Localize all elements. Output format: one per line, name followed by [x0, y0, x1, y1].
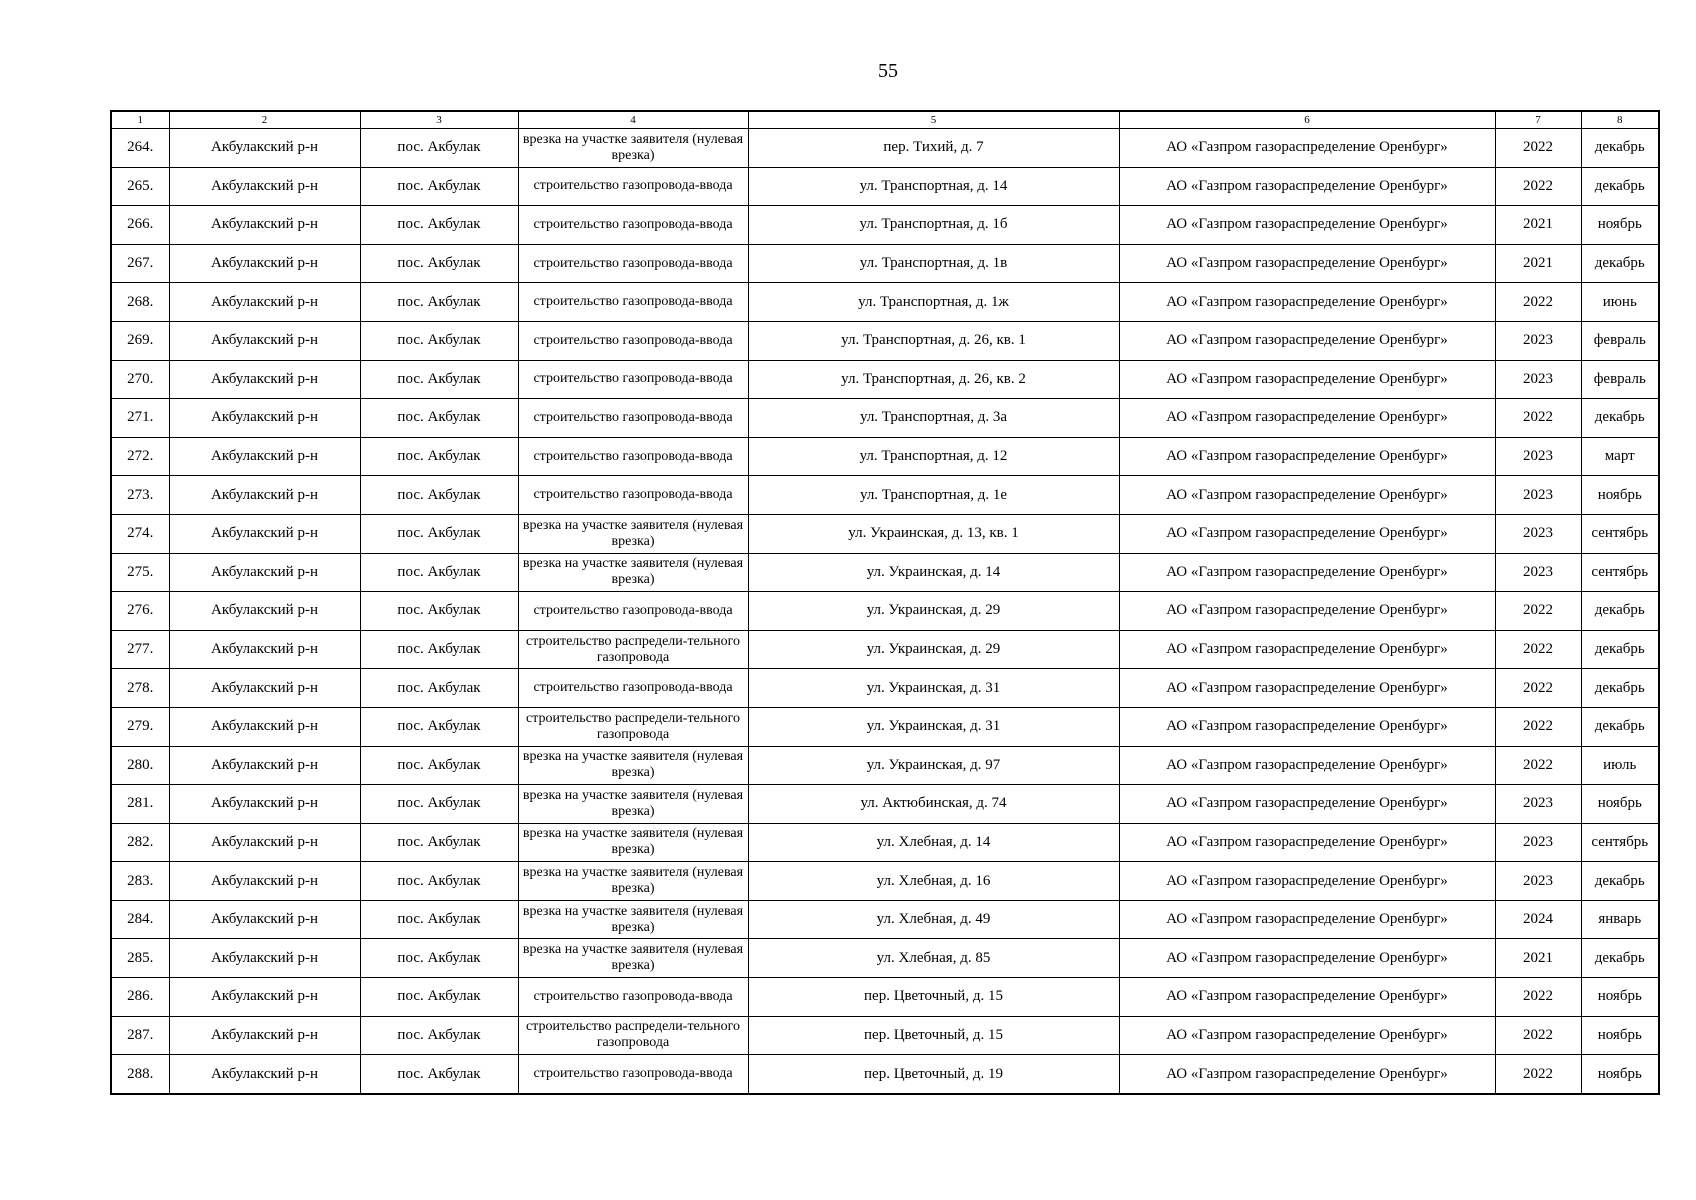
settlement-cell: пос. Акбулак [360, 514, 518, 553]
table-row [111, 167, 1659, 206]
row-number-cell: 288. [111, 1055, 169, 1094]
work-type-cell: врезка на участке заявителя (нулевая врезка) [518, 514, 748, 553]
month-cell: ноябрь [1581, 1055, 1659, 1094]
month-cell: ноябрь [1581, 1016, 1659, 1055]
organization-cell: АО «Газпром газораспределение Оренбург» [1119, 476, 1495, 515]
organization-cell: АО «Газпром газораспределение Оренбург» [1119, 399, 1495, 438]
table-row [111, 823, 1659, 862]
gasification-table [110, 110, 1660, 1095]
address-cell: ул. Украинская, д. 31 [748, 669, 1119, 708]
table-row [111, 669, 1659, 708]
row-number-cell: 272. [111, 437, 169, 476]
settlement-cell: пос. Акбулак [360, 669, 518, 708]
year-cell: 2022 [1495, 669, 1581, 708]
table-row [111, 707, 1659, 746]
settlement-cell: пос. Акбулак [360, 1055, 518, 1094]
address-cell: ул. Актюбинская, д. 74 [748, 785, 1119, 824]
address-cell: ул. Украинская, д. 31 [748, 707, 1119, 746]
month-cell: декабрь [1581, 862, 1659, 901]
column-header: 8 [1581, 111, 1659, 129]
month-cell: декабрь [1581, 630, 1659, 669]
settlement-cell: пос. Акбулак [360, 553, 518, 592]
table-header-row [111, 111, 1659, 129]
work-type-cell: строительство распредели-тельного газопровода [518, 707, 748, 746]
address-cell: ул. Украинская, д. 29 [748, 592, 1119, 631]
work-type-cell: строительство распредели-тельного газопровода [518, 1016, 748, 1055]
table-row [111, 476, 1659, 515]
table-row [111, 437, 1659, 476]
district-cell: Акбулакский р-н [169, 1016, 360, 1055]
table-row [111, 862, 1659, 901]
address-cell: ул. Транспортная, д. 1б [748, 206, 1119, 245]
address-cell: ул. Транспортная, д. 1е [748, 476, 1119, 515]
row-number-cell: 286. [111, 978, 169, 1017]
row-number-cell: 281. [111, 785, 169, 824]
table-row [111, 283, 1659, 322]
work-type-cell: строительство газопровода-ввода [518, 437, 748, 476]
address-cell: ул. Хлебная, д. 16 [748, 862, 1119, 901]
table-row [111, 399, 1659, 438]
settlement-cell: пос. Акбулак [360, 862, 518, 901]
row-number-cell: 274. [111, 514, 169, 553]
district-cell: Акбулакский р-н [169, 746, 360, 785]
year-cell: 2022 [1495, 399, 1581, 438]
month-cell: декабрь [1581, 707, 1659, 746]
work-type-cell: строительство распредели-тельного газопровода [518, 630, 748, 669]
address-cell: ул. Транспортная, д. 14 [748, 167, 1119, 206]
row-number-cell: 267. [111, 244, 169, 283]
column-header: 1 [111, 111, 169, 129]
month-cell: июнь [1581, 283, 1659, 322]
month-cell: сентябрь [1581, 823, 1659, 862]
district-cell: Акбулакский р-н [169, 900, 360, 939]
work-type-cell: строительство газопровода-ввода [518, 321, 748, 360]
month-cell: март [1581, 437, 1659, 476]
address-cell: пер. Цветочный, д. 15 [748, 978, 1119, 1017]
table-row [111, 514, 1659, 553]
table-row [111, 553, 1659, 592]
district-cell: Акбулакский р-н [169, 707, 360, 746]
district-cell: Акбулакский р-н [169, 167, 360, 206]
address-cell: ул. Хлебная, д. 85 [748, 939, 1119, 978]
year-cell: 2023 [1495, 437, 1581, 476]
settlement-cell: пос. Акбулак [360, 785, 518, 824]
year-cell: 2022 [1495, 167, 1581, 206]
work-type-cell: строительство газопровода-ввода [518, 669, 748, 708]
column-header: 2 [169, 111, 360, 129]
address-cell: пер. Цветочный, д. 19 [748, 1055, 1119, 1094]
organization-cell: АО «Газпром газораспределение Оренбург» [1119, 707, 1495, 746]
district-cell: Акбулакский р-н [169, 437, 360, 476]
settlement-cell: пос. Акбулак [360, 1016, 518, 1055]
year-cell: 2021 [1495, 244, 1581, 283]
row-number-cell: 277. [111, 630, 169, 669]
month-cell: февраль [1581, 360, 1659, 399]
column-header: 5 [748, 111, 1119, 129]
address-cell: ул. Транспортная, д. 1ж [748, 283, 1119, 322]
month-cell: декабрь [1581, 592, 1659, 631]
year-cell: 2022 [1495, 630, 1581, 669]
row-number-cell: 285. [111, 939, 169, 978]
organization-cell: АО «Газпром газораспределение Оренбург» [1119, 553, 1495, 592]
settlement-cell: пос. Акбулак [360, 476, 518, 515]
organization-cell: АО «Газпром газораспределение Оренбург» [1119, 514, 1495, 553]
row-number-cell: 282. [111, 823, 169, 862]
work-type-cell: строительство газопровода-ввода [518, 1055, 748, 1094]
organization-cell: АО «Газпром газораспределение Оренбург» [1119, 437, 1495, 476]
address-cell: ул. Хлебная, д. 49 [748, 900, 1119, 939]
table-row [111, 592, 1659, 631]
organization-cell: АО «Газпром газораспределение Оренбург» [1119, 978, 1495, 1017]
organization-cell: АО «Газпром газораспределение Оренбург» [1119, 823, 1495, 862]
table-row [111, 244, 1659, 283]
organization-cell: АО «Газпром газораспределение Оренбург» [1119, 746, 1495, 785]
district-cell: Акбулакский р-н [169, 206, 360, 245]
district-cell: Акбулакский р-н [169, 978, 360, 1017]
address-cell: ул. Транспортная, д. 1в [748, 244, 1119, 283]
settlement-cell: пос. Акбулак [360, 592, 518, 631]
settlement-cell: пос. Акбулак [360, 437, 518, 476]
year-cell: 2023 [1495, 476, 1581, 515]
table-row [111, 978, 1659, 1017]
table-row [111, 785, 1659, 824]
district-cell: Акбулакский р-н [169, 592, 360, 631]
year-cell: 2022 [1495, 707, 1581, 746]
year-cell: 2023 [1495, 823, 1581, 862]
year-cell: 2022 [1495, 746, 1581, 785]
organization-cell: АО «Газпром газораспределение Оренбург» [1119, 206, 1495, 245]
row-number-cell: 270. [111, 360, 169, 399]
table-body [111, 129, 1659, 1094]
row-number-cell: 268. [111, 283, 169, 322]
table-row [111, 360, 1659, 399]
address-cell: пер. Тихий, д. 7 [748, 129, 1119, 168]
year-cell: 2022 [1495, 129, 1581, 168]
row-number-cell: 265. [111, 167, 169, 206]
organization-cell: АО «Газпром газораспределение Оренбург» [1119, 785, 1495, 824]
organization-cell: АО «Газпром газораспределение Оренбург» [1119, 1055, 1495, 1094]
row-number-cell: 276. [111, 592, 169, 631]
work-type-cell: врезка на участке заявителя (нулевая врезка) [518, 823, 748, 862]
table-row [111, 630, 1659, 669]
work-type-cell: врезка на участке заявителя (нулевая врезка) [518, 900, 748, 939]
year-cell: 2021 [1495, 206, 1581, 245]
year-cell: 2022 [1495, 1016, 1581, 1055]
table-row [111, 1016, 1659, 1055]
table-row [111, 1055, 1659, 1094]
settlement-cell: пос. Акбулак [360, 978, 518, 1017]
district-cell: Акбулакский р-н [169, 514, 360, 553]
organization-cell: АО «Газпром газораспределение Оренбург» [1119, 630, 1495, 669]
month-cell: декабрь [1581, 669, 1659, 708]
work-type-cell: строительство газопровода-ввода [518, 978, 748, 1017]
row-number-cell: 287. [111, 1016, 169, 1055]
table-row [111, 321, 1659, 360]
district-cell: Акбулакский р-н [169, 283, 360, 322]
year-cell: 2023 [1495, 785, 1581, 824]
work-type-cell: врезка на участке заявителя (нулевая врезка) [518, 746, 748, 785]
settlement-cell: пос. Акбулак [360, 399, 518, 438]
address-cell: ул. Украинская, д. 14 [748, 553, 1119, 592]
address-cell: ул. Украинская, д. 29 [748, 630, 1119, 669]
work-type-cell: строительство газопровода-ввода [518, 592, 748, 631]
address-cell: ул. Транспортная, д. 12 [748, 437, 1119, 476]
year-cell: 2024 [1495, 900, 1581, 939]
work-type-cell: врезка на участке заявителя (нулевая врезка) [518, 129, 748, 168]
district-cell: Акбулакский р-н [169, 669, 360, 708]
work-type-cell: строительство газопровода-ввода [518, 283, 748, 322]
month-cell: ноябрь [1581, 785, 1659, 824]
settlement-cell: пос. Акбулак [360, 900, 518, 939]
organization-cell: АО «Газпром газораспределение Оренбург» [1119, 244, 1495, 283]
address-cell: ул. Транспортная, д. 26, кв. 2 [748, 360, 1119, 399]
row-number-cell: 280. [111, 746, 169, 785]
settlement-cell: пос. Акбулак [360, 283, 518, 322]
work-type-cell: строительство газопровода-ввода [518, 399, 748, 438]
settlement-cell: пос. Акбулак [360, 707, 518, 746]
column-header: 3 [360, 111, 518, 129]
district-cell: Акбулакский р-н [169, 1055, 360, 1094]
year-cell: 2023 [1495, 862, 1581, 901]
district-cell: Акбулакский р-н [169, 823, 360, 862]
district-cell: Акбулакский р-н [169, 785, 360, 824]
year-cell: 2021 [1495, 939, 1581, 978]
district-cell: Акбулакский р-н [169, 360, 360, 399]
work-type-cell: врезка на участке заявителя (нулевая врезка) [518, 553, 748, 592]
work-type-cell: строительство газопровода-ввода [518, 476, 748, 515]
year-cell: 2022 [1495, 283, 1581, 322]
district-cell: Акбулакский р-н [169, 553, 360, 592]
district-cell: Акбулакский р-н [169, 939, 360, 978]
work-type-cell: строительство газопровода-ввода [518, 244, 748, 283]
organization-cell: АО «Газпром газораспределение Оренбург» [1119, 321, 1495, 360]
settlement-cell: пос. Акбулак [360, 823, 518, 862]
page-number: 55 [878, 60, 898, 82]
table-row [111, 939, 1659, 978]
settlement-cell: пос. Акбулак [360, 244, 518, 283]
organization-cell: АО «Газпром газораспределение Оренбург» [1119, 900, 1495, 939]
work-type-cell: врезка на участке заявителя (нулевая врезка) [518, 785, 748, 824]
month-cell: январь [1581, 900, 1659, 939]
work-type-cell: строительство газопровода-ввода [518, 167, 748, 206]
year-cell: 2023 [1495, 553, 1581, 592]
month-cell: ноябрь [1581, 476, 1659, 515]
table-row [111, 206, 1659, 245]
row-number-cell: 283. [111, 862, 169, 901]
row-number-cell: 264. [111, 129, 169, 168]
column-header: 6 [1119, 111, 1495, 129]
organization-cell: АО «Газпром газораспределение Оренбург» [1119, 129, 1495, 168]
year-cell: 2022 [1495, 592, 1581, 631]
row-number-cell: 279. [111, 707, 169, 746]
month-cell: декабрь [1581, 244, 1659, 283]
address-cell: пер. Цветочный, д. 15 [748, 1016, 1119, 1055]
month-cell: декабрь [1581, 399, 1659, 438]
row-number-cell: 271. [111, 399, 169, 438]
settlement-cell: пос. Акбулак [360, 321, 518, 360]
organization-cell: АО «Газпром газораспределение Оренбург» [1119, 360, 1495, 399]
settlement-cell: пос. Акбулак [360, 206, 518, 245]
district-cell: Акбулакский р-н [169, 862, 360, 901]
settlement-cell: пос. Акбулак [360, 939, 518, 978]
district-cell: Акбулакский р-н [169, 630, 360, 669]
address-cell: ул. Украинская, д. 97 [748, 746, 1119, 785]
month-cell: сентябрь [1581, 553, 1659, 592]
month-cell: февраль [1581, 321, 1659, 360]
row-number-cell: 266. [111, 206, 169, 245]
month-cell: июль [1581, 746, 1659, 785]
settlement-cell: пос. Акбулак [360, 129, 518, 168]
work-type-cell: строительство газопровода-ввода [518, 360, 748, 399]
work-type-cell: врезка на участке заявителя (нулевая врезка) [518, 862, 748, 901]
settlement-cell: пос. Акбулак [360, 360, 518, 399]
table-row [111, 900, 1659, 939]
address-cell: ул. Хлебная, д. 14 [748, 823, 1119, 862]
row-number-cell: 278. [111, 669, 169, 708]
year-cell: 2022 [1495, 978, 1581, 1017]
organization-cell: АО «Газпром газораспределение Оренбург» [1119, 669, 1495, 708]
address-cell: ул. Транспортная, д. 26, кв. 1 [748, 321, 1119, 360]
organization-cell: АО «Газпром газораспределение Оренбург» [1119, 283, 1495, 322]
settlement-cell: пос. Акбулак [360, 630, 518, 669]
work-type-cell: строительство газопровода-ввода [518, 206, 748, 245]
organization-cell: АО «Газпром газораспределение Оренбург» [1119, 592, 1495, 631]
organization-cell: АО «Газпром газораспределение Оренбург» [1119, 862, 1495, 901]
month-cell: декабрь [1581, 129, 1659, 168]
month-cell: ноябрь [1581, 206, 1659, 245]
organization-cell: АО «Газпром газораспределение Оренбург» [1119, 1016, 1495, 1055]
column-header: 7 [1495, 111, 1581, 129]
address-cell: ул. Украинская, д. 13, кв. 1 [748, 514, 1119, 553]
row-number-cell: 273. [111, 476, 169, 515]
table-row [111, 746, 1659, 785]
address-cell: ул. Транспортная, д. 3а [748, 399, 1119, 438]
row-number-cell: 284. [111, 900, 169, 939]
settlement-cell: пос. Акбулак [360, 746, 518, 785]
year-cell: 2023 [1495, 321, 1581, 360]
month-cell: декабрь [1581, 167, 1659, 206]
column-header: 4 [518, 111, 748, 129]
month-cell: декабрь [1581, 939, 1659, 978]
district-cell: Акбулакский р-н [169, 244, 360, 283]
organization-cell: АО «Газпром газораспределение Оренбург» [1119, 939, 1495, 978]
district-cell: Акбулакский р-н [169, 321, 360, 360]
row-number-cell: 275. [111, 553, 169, 592]
month-cell: ноябрь [1581, 978, 1659, 1017]
month-cell: сентябрь [1581, 514, 1659, 553]
table-row [111, 129, 1659, 168]
district-cell: Акбулакский р-н [169, 399, 360, 438]
district-cell: Акбулакский р-н [169, 476, 360, 515]
year-cell: 2023 [1495, 514, 1581, 553]
settlement-cell: пос. Акбулак [360, 167, 518, 206]
district-cell: Акбулакский р-н [169, 129, 360, 168]
year-cell: 2022 [1495, 1055, 1581, 1094]
work-type-cell: врезка на участке заявителя (нулевая врезка) [518, 939, 748, 978]
organization-cell: АО «Газпром газораспределение Оренбург» [1119, 167, 1495, 206]
row-number-cell: 269. [111, 321, 169, 360]
year-cell: 2023 [1495, 360, 1581, 399]
